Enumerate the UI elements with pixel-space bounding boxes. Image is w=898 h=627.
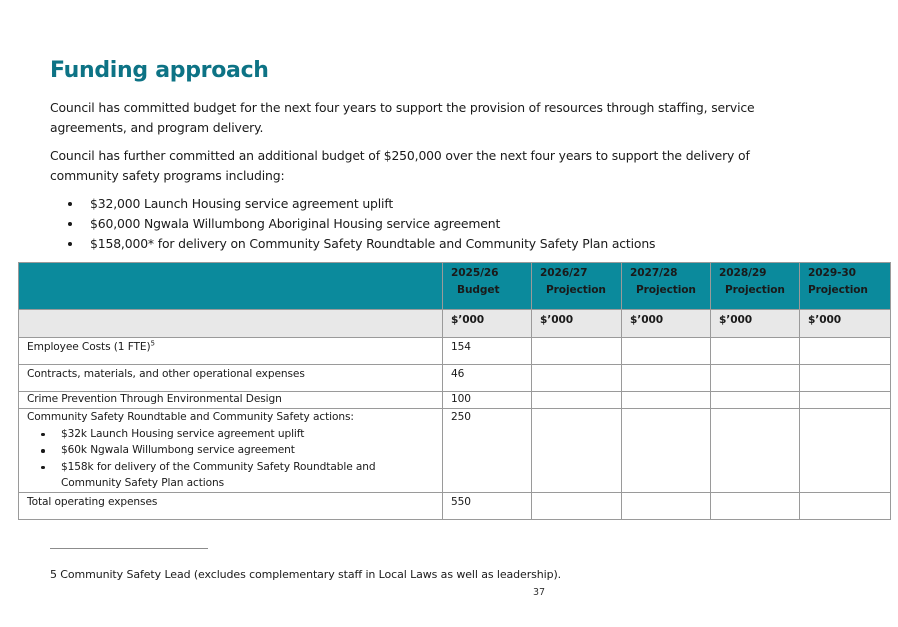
- value-cell: [800, 338, 891, 365]
- value-cell: [711, 409, 800, 493]
- table-units-row: [19, 310, 891, 338]
- bullet-icon: [41, 433, 45, 437]
- row-label: Total operating expenses: [19, 492, 443, 519]
- value-cell: [622, 409, 711, 493]
- footnote: 5 Community Safety Lead (excludes complementary staff in Local Laws as well as leadership).: [50, 568, 562, 581]
- value-cell: [711, 392, 800, 409]
- page-title: Funding approach: [50, 58, 269, 83]
- value-cell: [711, 338, 800, 365]
- value-cell: 154: [443, 338, 532, 365]
- value-cell: [711, 492, 800, 519]
- units-cell: [19, 310, 443, 338]
- bullet-item: [50, 194, 655, 214]
- table-row-total: [19, 492, 891, 519]
- sub-item: $158k for delivery of the Community Safety Roundtable and Community Safety Plan actions: [27, 459, 434, 492]
- value-cell: [800, 409, 891, 493]
- footnote-divider: [50, 548, 208, 549]
- page-number: 37: [533, 587, 546, 598]
- header-cell-2029-30: 2029-30 Projection: [800, 263, 891, 310]
- value-cell: 550: [443, 492, 532, 519]
- value-cell: [622, 338, 711, 365]
- row-label: Employee Costs (1 FTE)$^5$: [19, 338, 443, 365]
- value-cell: 250: [443, 409, 532, 493]
- table-row: [19, 392, 891, 409]
- bullet-item: [50, 234, 655, 254]
- row-label: Contracts, materials, and other operational expenses: [19, 365, 443, 392]
- value-cell: [532, 392, 622, 409]
- additional-budget-paragraph: Council has further committed an additional budget of $250,000 over the next four years to support the delivery of community safety programs including:: [50, 148, 750, 183]
- bullet-icon: [41, 449, 45, 453]
- table-header-row: [19, 263, 891, 310]
- sub-item: $60k Ngwala Willumbong service agreement: [27, 442, 434, 459]
- header-cell-2027-28: 2027/28 Projection: [622, 263, 711, 310]
- bullet-text: $32,000 Launch Housing service agreement uplift: [90, 196, 394, 211]
- bullet-text: $158,000* for delivery on Community Safety Roundtable and Community Safety Plan actions: [90, 236, 656, 251]
- header-cell-2028-29: 2028/29 Projection: [711, 263, 800, 310]
- budget-table: [18, 262, 891, 520]
- header-cell-item: [19, 263, 443, 310]
- value-cell: 46: [443, 365, 532, 392]
- bullet-icon: [68, 222, 72, 226]
- table-row: [19, 338, 891, 365]
- table-row: [19, 409, 891, 493]
- units-cell: $’000: [711, 310, 800, 338]
- units-cell: $’000: [532, 310, 622, 338]
- footnote-ref: 5: [150, 339, 155, 348]
- units-cell: $’000: [443, 310, 532, 338]
- program-bullet-list: [50, 194, 655, 254]
- value-cell: [532, 409, 622, 493]
- value-cell: [622, 365, 711, 392]
- table-row: [19, 365, 891, 392]
- bullet-icon: [68, 242, 72, 246]
- bullet-icon: [41, 466, 45, 470]
- sub-item: $32k Launch Housing service agreement uplift: [27, 426, 434, 443]
- value-cell: [532, 338, 622, 365]
- units-cell: $’000: [622, 310, 711, 338]
- value-cell: [711, 365, 800, 392]
- value-cell: [622, 392, 711, 409]
- row-sub-list: [27, 426, 434, 492]
- value-cell: [532, 365, 622, 392]
- bullet-item: [50, 214, 655, 234]
- header-cell-2026-27: 2026/27 Projection: [532, 263, 622, 310]
- intro-paragraph: Council has committed budget for the next four years to support the provision of resources through staffing, service agreements, and program delivery.: [50, 100, 755, 135]
- header-cell-2025-26: 2025/26 Budget: [443, 263, 532, 310]
- value-cell: 100: [443, 392, 532, 409]
- row-label: Crime Prevention Through Environmental Design: [19, 392, 443, 409]
- units-cell: $’000: [800, 310, 891, 338]
- bullet-icon: [68, 202, 72, 206]
- value-cell: [800, 392, 891, 409]
- row-label: Community Safety Roundtable and Community Safety actions: $32k Launch Housing service agreement uplift $60k Ngwala Willumbong service agreement $158k for delivery of the Community Safety Roundtable and Community Safety Plan actions: [19, 409, 443, 493]
- value-cell: [532, 492, 622, 519]
- bullet-text: $60,000 Ngwala Willumbong Aboriginal Housing service agreement: [90, 216, 501, 231]
- value-cell: [800, 365, 891, 392]
- value-cell: [622, 492, 711, 519]
- value-cell: [800, 492, 891, 519]
